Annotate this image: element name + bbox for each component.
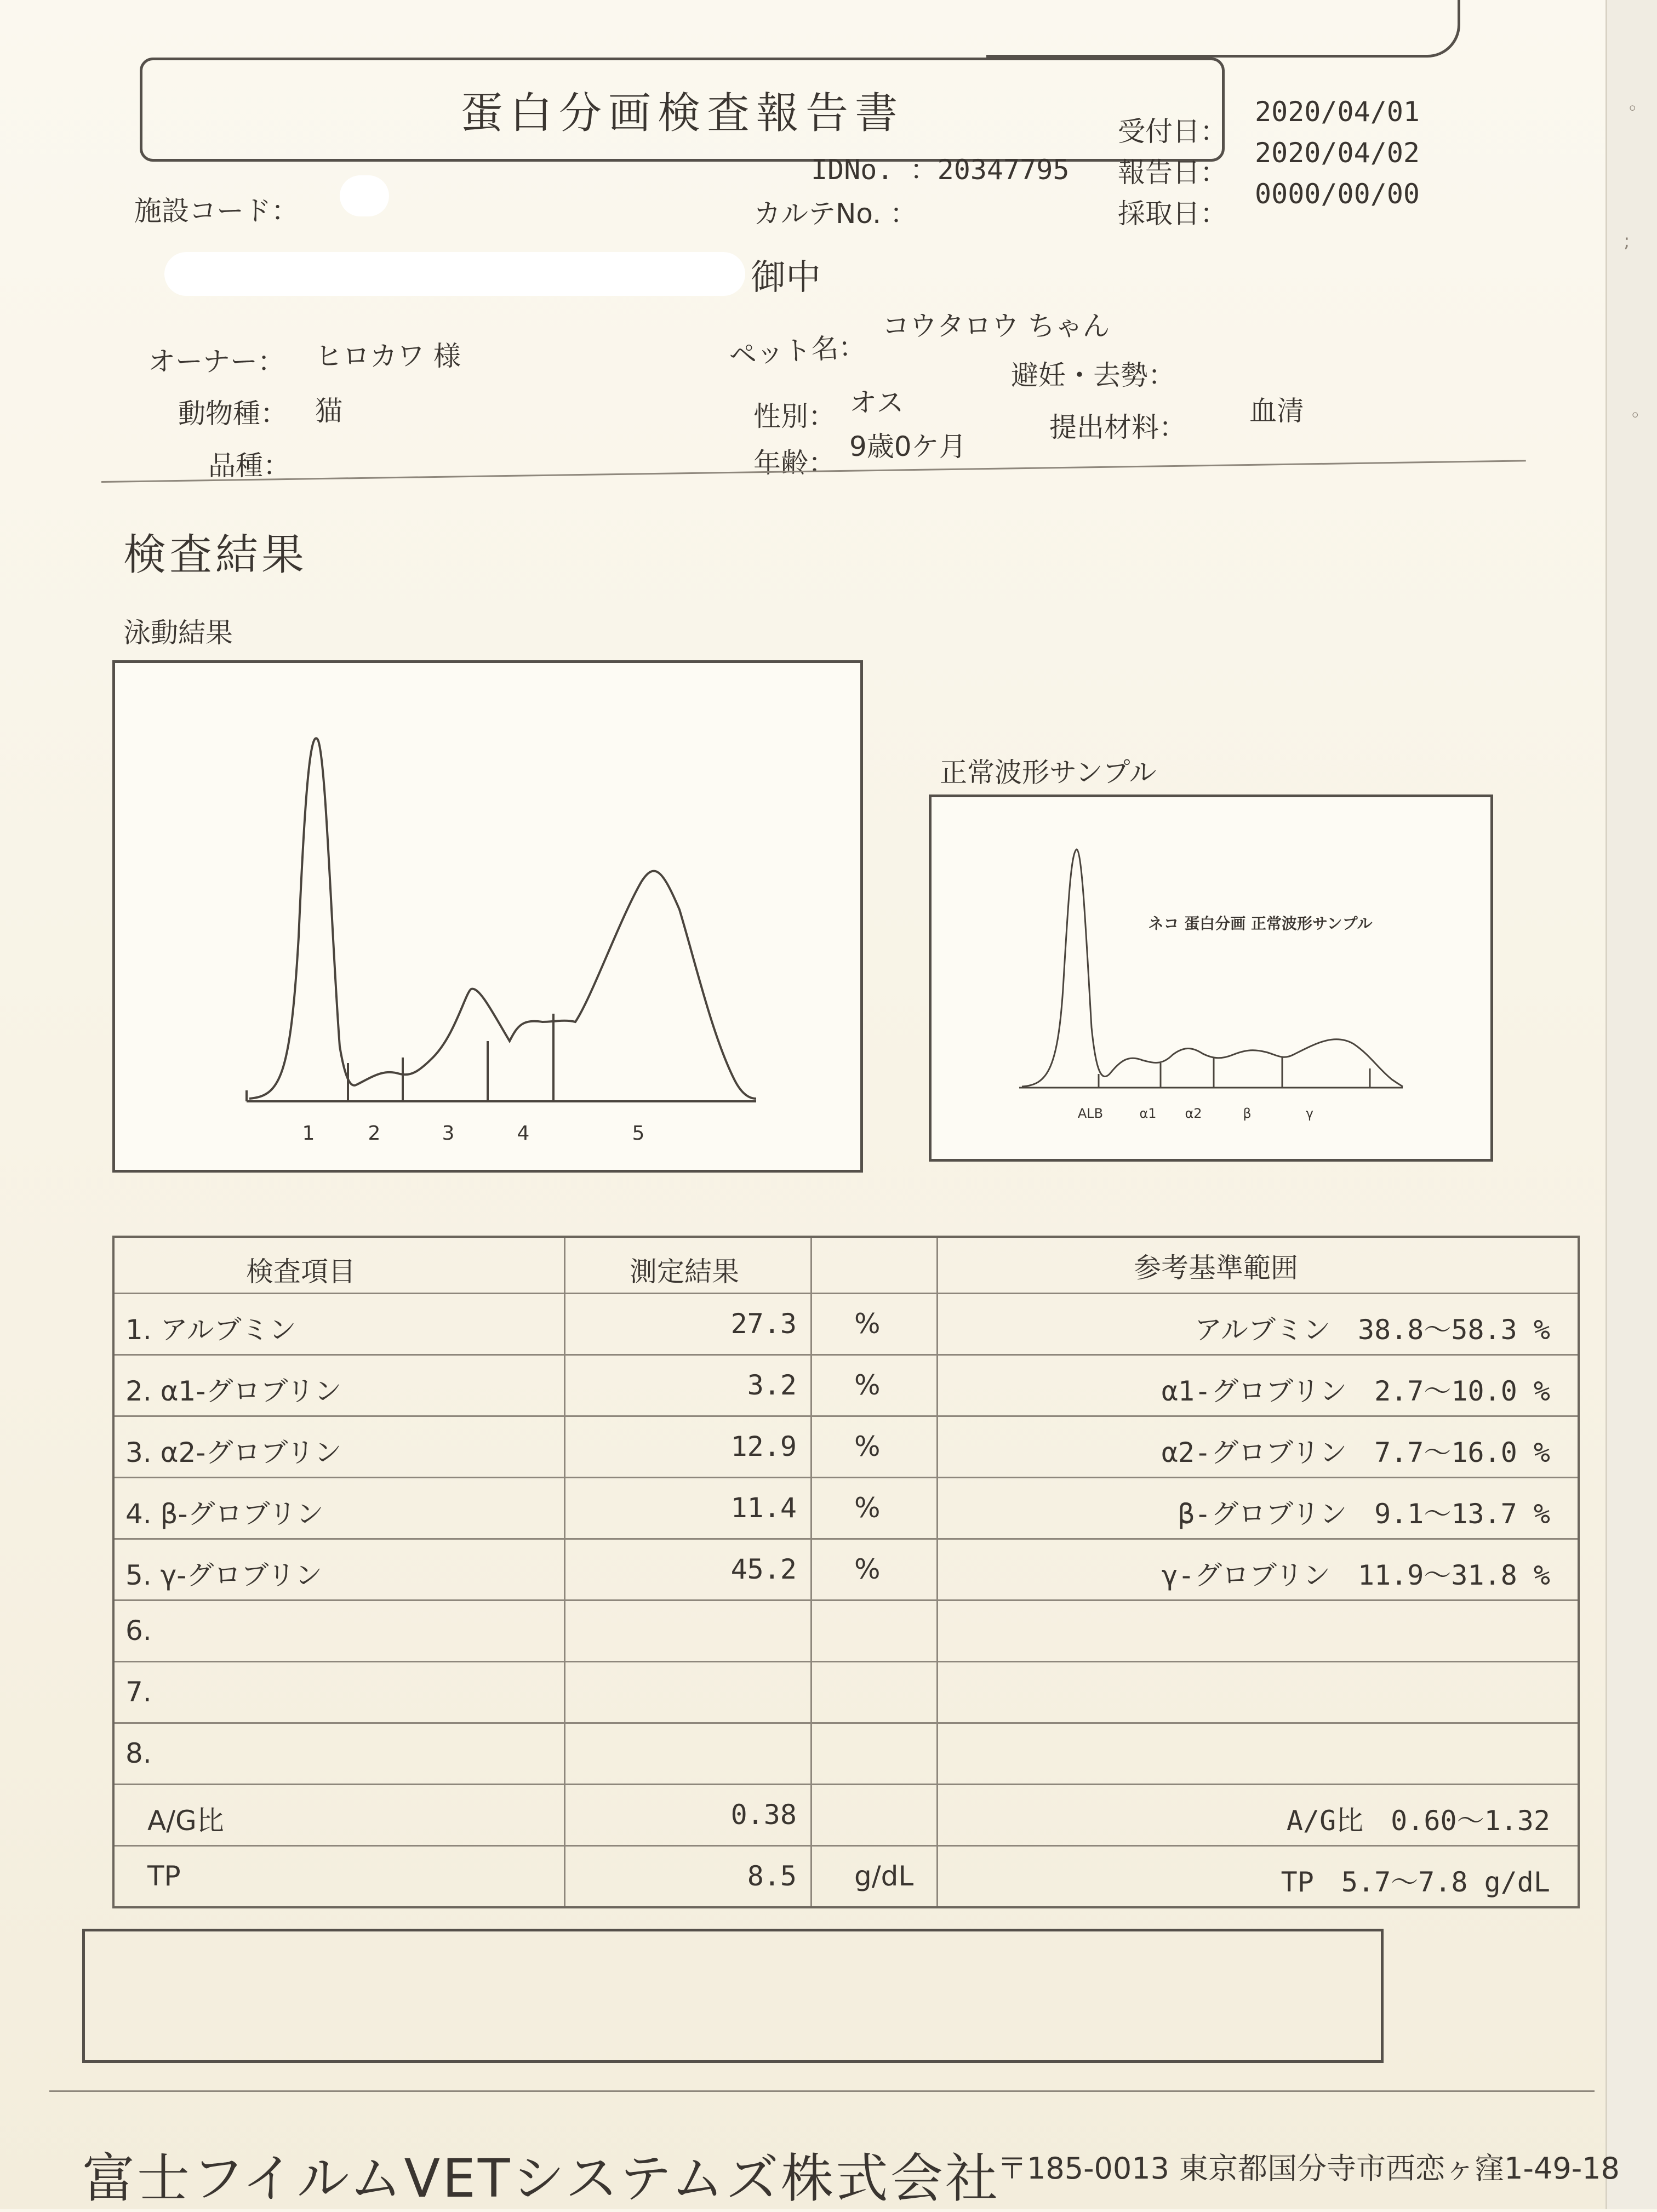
cell-reference: γ-グロブリン 11.9～31.8 % — [1161, 1559, 1550, 1591]
x-tick-label: α2 — [1185, 1106, 1202, 1121]
cell-unit: % — [854, 1369, 881, 1401]
cell-value: 8.5 — [747, 1860, 797, 1892]
cell-unit: g/dL — [854, 1860, 914, 1892]
edge-mark: 。 — [1632, 399, 1650, 421]
cell-item: 7. — [125, 1676, 152, 1708]
top-frame-arc — [986, 0, 1460, 58]
pet-name-label: ペット名： — [728, 330, 867, 371]
results-section-title: 検査結果 — [123, 530, 308, 580]
sex-label: 性別： — [753, 401, 836, 432]
cell-value: 45.2 — [730, 1553, 797, 1585]
x-tick-label: 4 — [517, 1122, 530, 1145]
material-label: 提出材料： — [1049, 411, 1186, 443]
footer-divider — [49, 2090, 1595, 2092]
report-title: 蛋白分画検査報告書 — [460, 89, 904, 138]
electrophoresis-label: 泳動結果 — [123, 617, 233, 649]
normal-protein-curve — [1022, 849, 1403, 1087]
addressee-suffix: 御中 — [751, 258, 821, 298]
x-tick-label: γ — [1305, 1106, 1314, 1121]
electrophoresis-chart-frame — [112, 660, 863, 1173]
normal-waveform-chart-frame — [929, 795, 1493, 1162]
table-row — [115, 1293, 1578, 1356]
table-row — [115, 1599, 1578, 1662]
cell-item: TP — [147, 1860, 181, 1892]
redacted-clinic-name — [164, 252, 745, 296]
facility-code-label: 施設コード： — [134, 195, 299, 227]
cell-unit: % — [854, 1308, 881, 1340]
cell-reference: α1-グロブリン 2.7～10.0 % — [1161, 1375, 1550, 1407]
cell-reference: β-グロブリン 9.1～13.7 % — [1178, 1498, 1550, 1530]
title-box — [140, 58, 1225, 162]
normal-waveform-chart — [932, 797, 1490, 1159]
table-header-row — [115, 1238, 1578, 1294]
collected-date-value: 0000/00/00 — [1255, 178, 1420, 210]
cell-item: 4. β-グロブリン — [125, 1498, 324, 1530]
cell-value: 27.3 — [730, 1308, 797, 1340]
company-name: 富士フイルムVETシステムズ株式会社 — [82, 2148, 1000, 2209]
cell-value: 3.2 — [747, 1369, 797, 1401]
cell-reference: A/G比 0.60～1.32 — [1286, 1805, 1550, 1837]
header-result: 測定結果 — [630, 1256, 739, 1288]
x-tick-label: 3 — [442, 1122, 455, 1145]
karte-number-label: カルテNo. ： — [753, 198, 917, 230]
table-row — [115, 1538, 1578, 1601]
id-number: IDNo. ：20347795 — [811, 154, 1070, 186]
owner-value: ヒロカワ 様 — [315, 340, 461, 372]
age-label: 年齢： — [753, 447, 836, 479]
reported-date-label: 報告日： — [1118, 157, 1227, 188]
cell-item: 1. アルブミン — [125, 1314, 296, 1346]
species-value: 猫 — [315, 395, 342, 427]
normal-sample-label: 正常波形サンプル — [940, 757, 1157, 788]
results-table — [112, 1236, 1580, 1908]
breed-label: 品種： — [208, 450, 290, 482]
electrophoresis-chart — [115, 663, 860, 1170]
table-row — [115, 1845, 1578, 1906]
sex-value: オス — [849, 387, 904, 419]
cell-item: 6. — [125, 1615, 152, 1647]
x-tick-label: β — [1243, 1106, 1252, 1121]
cell-item: 3. α2-グロブリン — [125, 1437, 342, 1468]
edge-mark: ; — [1624, 230, 1630, 252]
edge-mark: 。 — [1629, 92, 1648, 114]
cell-reference: TP 5.7～7.8 g/dL — [1281, 1866, 1550, 1898]
pet-name-value: コウタロウ ちゃん — [882, 310, 1110, 342]
cell-value: 11.4 — [730, 1492, 797, 1524]
cell-value: 0.38 — [730, 1799, 797, 1831]
owner-label: オーナー： — [148, 346, 285, 378]
table-row — [115, 1415, 1578, 1478]
age-value: 9歳0ケ月 — [849, 431, 967, 462]
x-tick-label: 5 — [632, 1122, 645, 1145]
cell-item: 5. γ-グロブリン — [125, 1559, 323, 1591]
x-tick-label: 1 — [302, 1122, 315, 1145]
cell-reference: α2-グロブリン 7.7～16.0 % — [1161, 1437, 1550, 1468]
company-address: 〒185-0013 東京都国分寺市西恋ヶ窪1-49-18 — [997, 2151, 1620, 2186]
material-value: 血清 — [1249, 395, 1304, 427]
patient-protein-curve — [249, 738, 756, 1099]
remarks-box — [82, 1929, 1384, 2063]
received-date-value: 2020/04/01 — [1255, 96, 1420, 128]
table-row — [115, 1722, 1578, 1785]
cell-item: 2. α1-グロブリン — [125, 1375, 342, 1407]
x-tick-label: 2 — [368, 1122, 381, 1145]
received-date-label: 受付日： — [1118, 116, 1227, 147]
cell-unit: % — [854, 1553, 881, 1585]
table-row — [115, 1661, 1578, 1724]
x-tick-label: α1 — [1139, 1106, 1157, 1121]
neuter-label: 避妊・去勢： — [1011, 359, 1175, 391]
redacted-facility-code — [340, 175, 389, 216]
cell-item: A/G比 — [147, 1805, 224, 1837]
cell-reference: アルブミン 38.8～58.3 % — [1194, 1314, 1550, 1346]
collected-date-label: 採取日： — [1118, 198, 1227, 230]
table-row — [115, 1784, 1578, 1847]
cell-unit: % — [854, 1431, 881, 1462]
cell-value: 12.9 — [730, 1431, 797, 1462]
adjacent-page-edge — [1605, 0, 1657, 2209]
species-label: 動物種： — [178, 398, 288, 430]
cell-unit: % — [854, 1492, 881, 1524]
x-tick-label: ALB — [1077, 1106, 1104, 1121]
normal-chart-caption: ネコ 蛋白分画 正常波形サンプル — [1148, 914, 1373, 933]
cell-item: 8. — [125, 1737, 152, 1769]
header-reference: 参考基準範囲 — [1134, 1252, 1298, 1284]
table-row — [115, 1477, 1578, 1540]
table-row — [115, 1354, 1578, 1417]
reported-date-value: 2020/04/02 — [1255, 137, 1420, 169]
header-item: 検査項目 — [246, 1256, 356, 1288]
